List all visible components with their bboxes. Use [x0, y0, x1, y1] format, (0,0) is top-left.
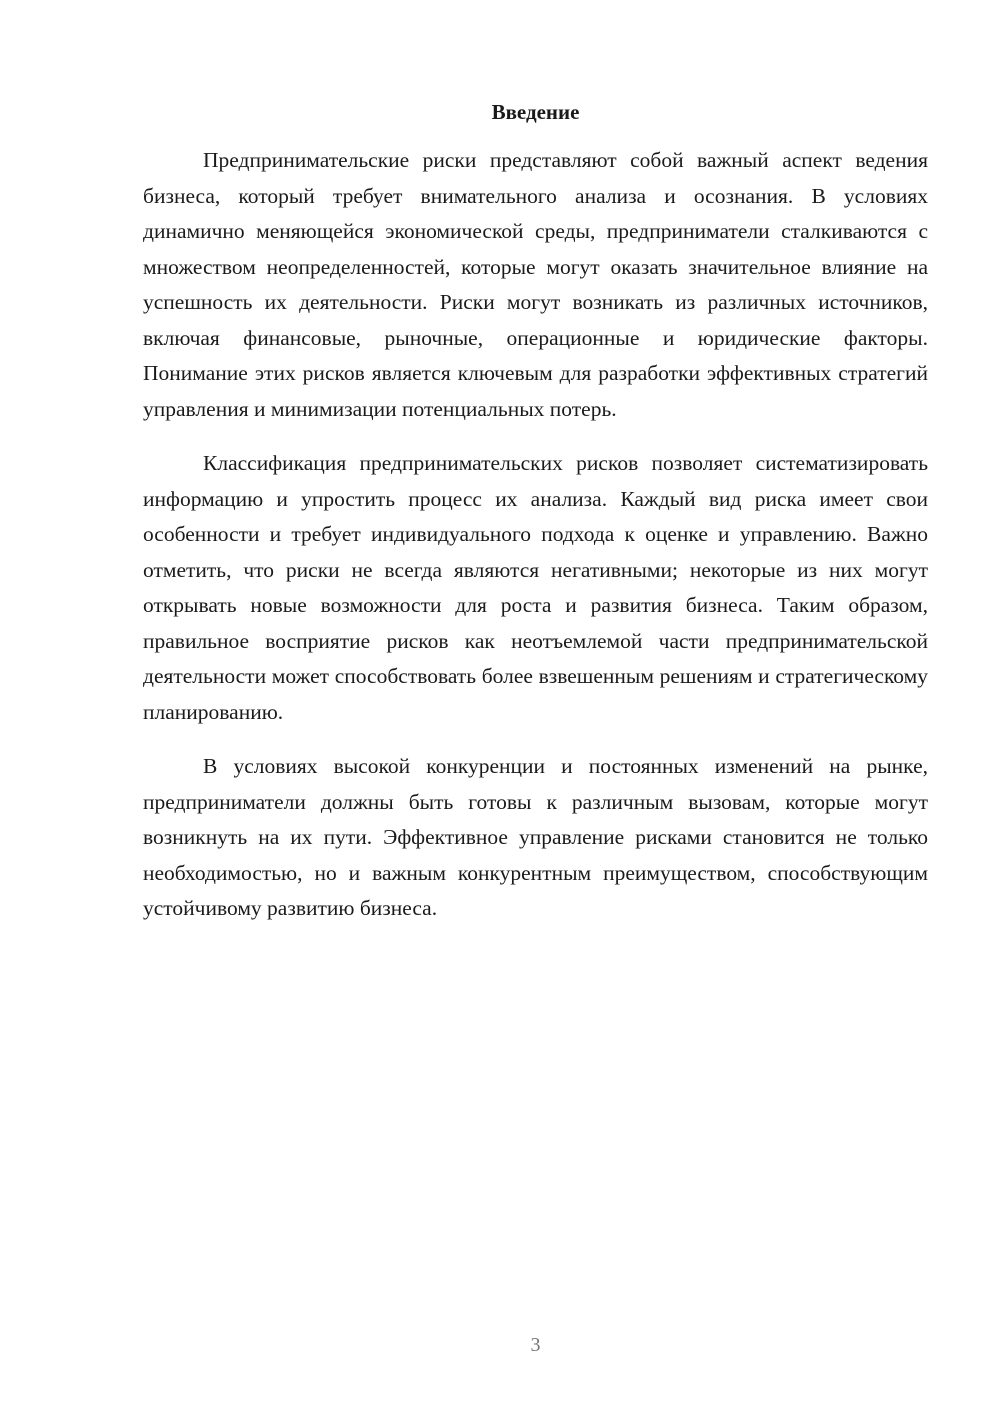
body-text: [143, 143, 928, 946]
paragraph: Предпринимательские риски представляют собой важный аспект ведения бизнеса, который требует внимательного анализа и осознания. В условиях динамично меняющейся экономической среды, предприниматели сталкиваются с множеством неопределенностей, которые могут оказать значительное влияние на успешность их деятельности. Риски могут возникать из различных источников, включая финансовые, рыночные, операционные и юридические факторы. Понимание этих рисков является ключевым для разработки эффективных стратегий управления и минимизации потенциальных потерь.: [143, 148, 928, 421]
section-title: Введение: [491, 100, 580, 124]
paragraph: В условиях высокой конкуренции и постоянных изменений на рынке, предприниматели должны быть готовы к различным вызовам, которые могут возникнуть на их пути. Эффективное управление рисками становится не только необходимостью, но и важным конкурентным преимуществом, способствующим устойчивому развитию бизнеса.: [143, 754, 928, 920]
paragraph: Классификация предпринимательских рисков позволяет систематизировать информацию и упростить процесс их анализа. Каждый вид риска имеет свои особенности и требует индивидуального подхода к оценке и управлению. Важно отметить, что риски не всегда являются негативными; некоторые из них могут открывать новые возможности для роста и развития бизнеса. Таким образом, правильное восприятие рисков как неотъемлемой части предпринимательской деятельности может способствовать более взвешенным решениям и стратегическому планированию.: [143, 451, 928, 724]
page-number: 3: [530, 1334, 541, 1356]
